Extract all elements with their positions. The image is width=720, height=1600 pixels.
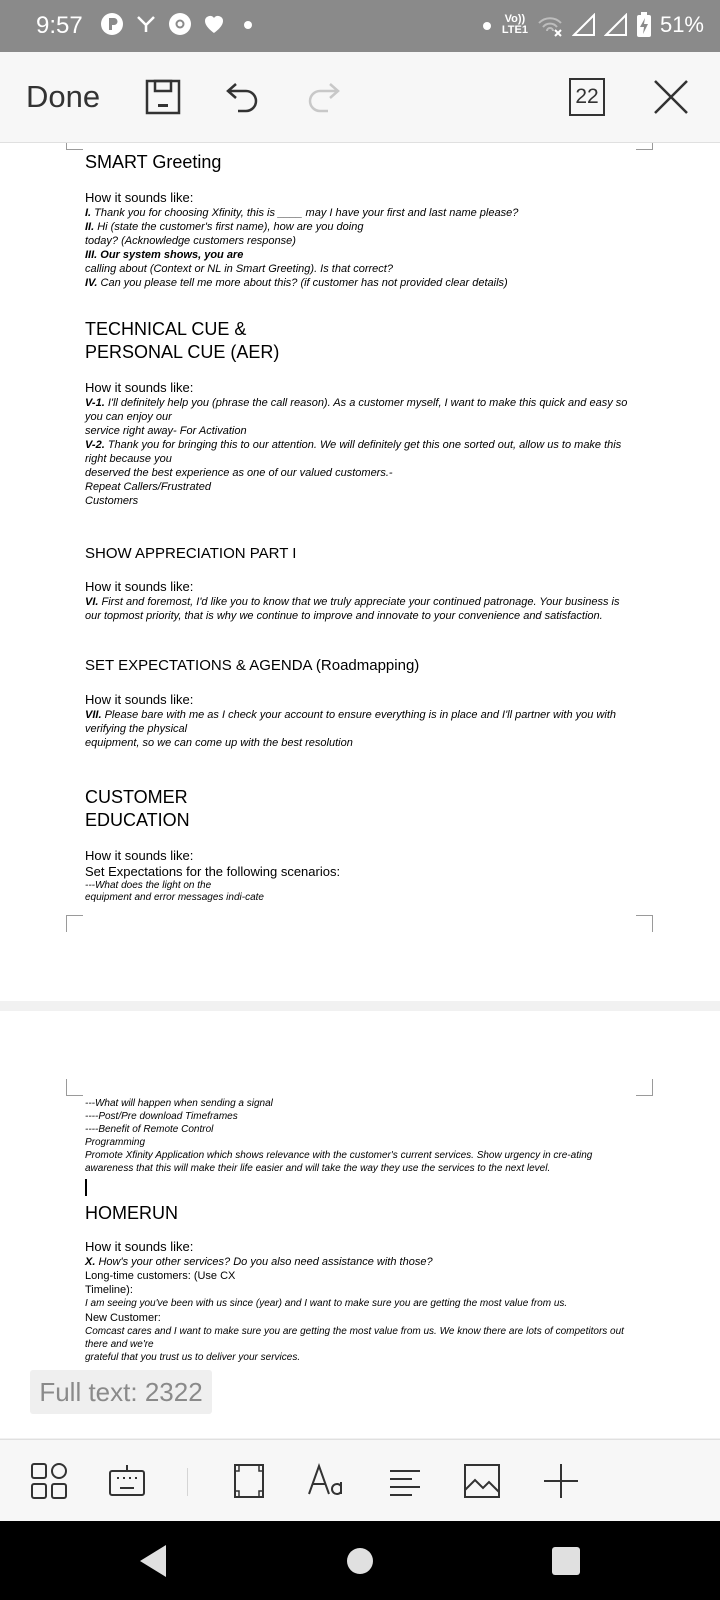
recents-icon [546,1541,586,1581]
branch-notification-icon [134,12,158,36]
dot-notification-icon [236,12,260,36]
crop-mark [636,143,653,150]
crop-mark [66,143,83,150]
top-toolbar [0,52,720,143]
layout-grid-icon [30,1462,68,1500]
section-technical-cue: TECHNICAL CUE & PERSONAL CUE (AER) How it sounds like: V-1. I'll definitely help you (phrase the call reason). As a customer myself, I want to make this quick and easy so you can enjoy our service right away- For Activation V-2. Thank you for bringing this to our attention. We will definitely get this one sorted out, allow us to make this right because you deserved the best experience as one of our valued customers.- Repeat Callers/Frustrated Customers [85,318,630,508]
signal-2-icon [604,13,628,37]
close-icon [653,79,689,115]
undo-button[interactable] [222,72,264,122]
crop-mark [66,915,83,932]
crop-mark [636,915,653,932]
app-notification-icon [100,12,124,36]
toolbar-divider [187,1468,188,1496]
fit-page-button[interactable] [228,1460,270,1502]
paragraph-align-button[interactable] [384,1460,426,1502]
redo-button[interactable] [302,72,344,122]
section-customer-education-cont: ---What will happen when sending a signal ----Post/Pre download Timeframes ----Benefit of Remote Control Programming Promote Xfinity Application which shows relevance with the customer's current services. Show urgency in cre-ating awareness that this will make their life easier and will take the way they use the services to the next level. [85,1098,593,1174]
close-button[interactable] [650,72,692,122]
font-format-button[interactable] [305,1460,349,1502]
section-show-appreciation: SHOW APPRECIATION PART I How it sounds like: VI. First and foremost, I'd like you to know that we truly appreciate your continued patronage. Your business is our topmost priority, that is why we continue to improve and innovate to your convenience and satisfaction. [85,544,630,623]
save-icon [144,78,182,116]
keyboard-icon [108,1462,146,1500]
nav-recents-button[interactable] [546,1541,586,1581]
system-navigation-bar [0,1521,720,1600]
text-cursor-line [85,1179,630,1201]
full-text-count-badge: Full text: 2322 [30,1370,212,1414]
how-it-sounds-label: How it sounds like: [85,579,194,594]
redo-icon [304,78,342,116]
crop-mark [66,1079,83,1096]
wifi-off-icon [536,13,564,37]
insert-image-button[interactable] [461,1460,503,1502]
document-viewport[interactable] [0,143,720,1438]
crop-mark [636,1079,653,1096]
done-button[interactable]: Done [26,79,101,114]
battery-percent: 51% [659,12,704,37]
how-it-sounds-label: How it sounds like: [85,848,194,863]
notification-icons [100,12,260,36]
page-count-button[interactable] [569,72,605,122]
back-icon [134,1541,174,1581]
dot-indicator-icon [480,13,494,37]
image-icon [463,1462,501,1500]
section-heading: EDUCATION [85,810,190,830]
keyboard-button[interactable] [106,1460,148,1502]
section-homerun: HOMERUN How it sounds like: X. How's your other services? Do you also need assistance with those? Long-time customers: (Use CX Timeline): I am seeing you've been with us since (year) and I want to make sure you are getting the most value from us. New Customer: Comcast cares and I want to make sure you are getting the most value from us. We know there are lots of competitors out there and we're grateful that you trust us to deliver your services. [85,1202,630,1364]
save-button[interactable] [142,72,184,122]
section-smart-greeting: SMART Greeting How it sounds like: I. Thank you for choosing Xfinity, this is ____ may I have your first and last name please? II. Hi (state the customer's first name), how are you doing today? (Acknowledge customers response) III. Our system shows, you are calling about (Context or NL in Smart Greeting). Is that correct? IV. Can you please tell me more about this? (if customer has not provided clear details) [85,151,630,290]
signal-1-icon [572,13,596,37]
layout-button[interactable] [28,1460,70,1502]
page-count-box [569,78,605,116]
plus-icon [542,1462,580,1500]
undo-icon [224,78,262,116]
status-bar [0,0,720,52]
how-it-sounds-label: How it sounds like: [85,692,194,707]
how-it-sounds-label: How it sounds like: [85,190,194,205]
status-right [480,12,704,38]
home-icon [340,1541,380,1581]
page-count: 22 [575,85,599,108]
insert-button[interactable] [540,1460,582,1502]
how-it-sounds-label: How it sounds like: [85,1239,194,1254]
page-frame-icon [232,1462,266,1500]
section-heading: SET EXPECTATIONS & AGENDA (Roadmapping) [85,657,420,674]
section-customer-education: CUSTOMER EDUCATION How it sounds like: Set Expectations for the following scenarios: ---What does the light on the equipment and error messages indi-cate [85,786,630,904]
section-heading: SMART Greeting [85,152,222,172]
battery-charging-icon [636,12,652,38]
how-it-sounds-label: How it sounds like: [85,380,194,395]
align-left-icon [387,1463,423,1499]
heart-notification-icon [202,12,226,36]
text-format-icon [307,1462,347,1500]
nav-back-button[interactable] [134,1541,174,1581]
section-heading: TECHNICAL CUE & [85,319,247,339]
chrome-notification-icon [168,12,192,36]
bottom-toolbar [0,1439,720,1522]
status-time: 9:57 [36,12,83,39]
section-heading: SHOW APPRECIATION PART I [85,545,297,562]
section-heading: CUSTOMER [85,787,188,807]
text-cursor [85,1179,87,1196]
section-set-expectations: SET EXPECTATIONS & AGENDA (Roadmapping) How it sounds like: VII. Please bare with me as I check your account to ensure everything is in place and I'll partner with you with verifying the physical equipment, so we can come up with the best resolution [85,656,630,750]
section-heading: HOMERUN [85,1203,178,1223]
nav-home-button[interactable] [340,1541,380,1581]
section-heading: PERSONAL CUE (AER) [85,342,280,362]
document-page-1 [0,143,720,1001]
volte-indicator: Vo)) LTE1 [501,13,528,36]
